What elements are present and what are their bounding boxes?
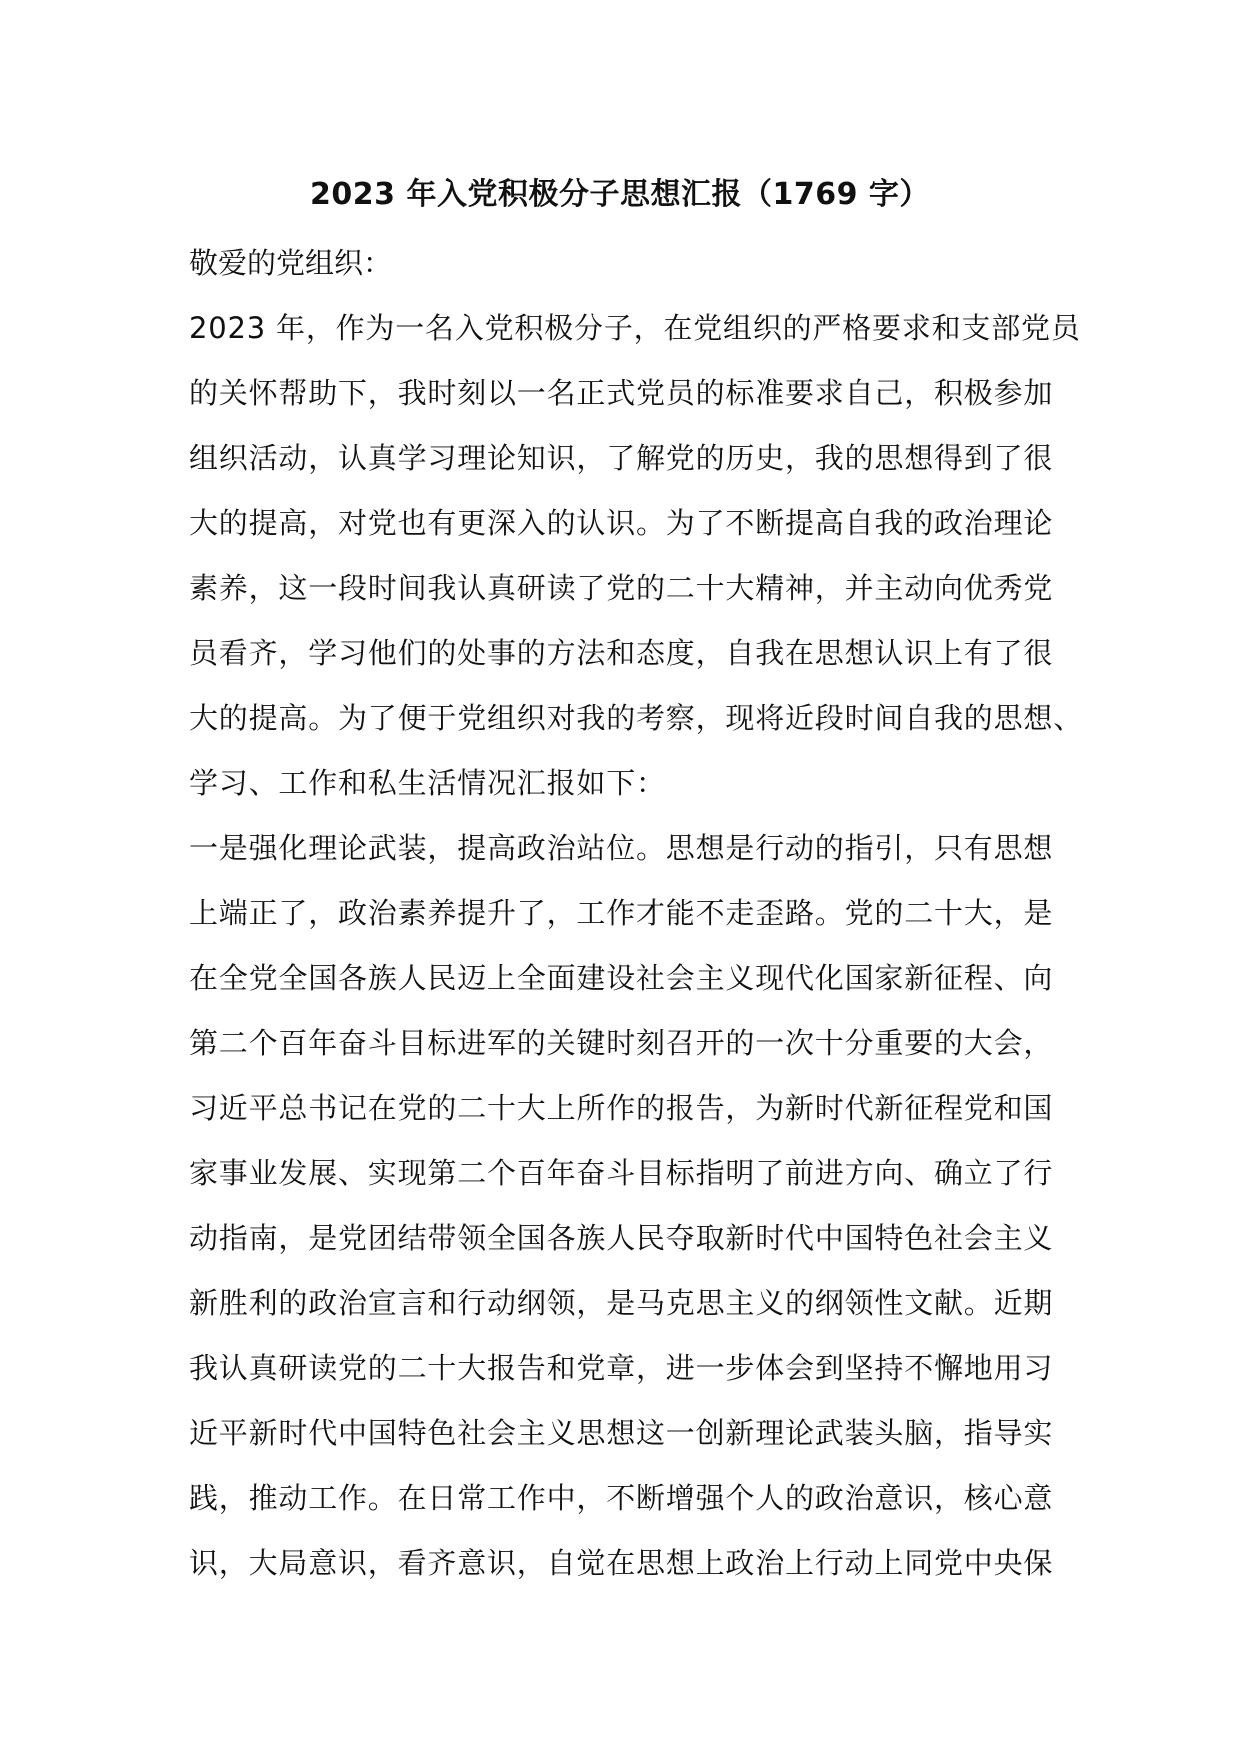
body-line: 动指南，是党团结带领全国各族人民夺取新时代中国特色社会主义	[189, 1221, 1054, 1255]
body-line: 一是强化理论武装，提高政治站位。思想是行动的指引，只有思想	[189, 831, 1054, 865]
body-line: 组织活动，认真学习理论知识，了解党的历史，我的思想得到了很	[189, 441, 1054, 475]
salutation: 敬爱的党组织：	[189, 246, 393, 280]
body-line: 我认真研读党的二十大报告和党章，进一步体会到坚持不懈地用习	[189, 1351, 1054, 1385]
body-line: 上端正了，政治素养提升了，工作才能不走歪路。党的二十大，是	[189, 896, 1054, 930]
body-line: 2023 年，作为一名入党积极分子，在党组织的严格要求和支部党员	[189, 311, 1081, 345]
body-line: 家事业发展、实现第二个百年奋斗目标指明了前进方向、确立了行	[189, 1156, 1054, 1190]
body-line: 近平新时代中国特色社会主义思想这一创新理论武装头脑，指导实	[189, 1416, 1054, 1450]
body-line: 在全党全国各族人民迈上全面建设社会主义现代化国家新征程、向	[189, 961, 1054, 995]
body-line: 素养，这一段时间我认真研读了党的二十大精神，并主动向优秀党	[189, 571, 1054, 605]
body-line: 的关怀帮助下，我时刻以一名正式党员的标准要求自己，积极参加	[189, 376, 1054, 410]
body-line: 识，大局意识，看齐意识，自觉在思想上政治上行动上同党中央保	[189, 1546, 1054, 1580]
body-line: 大的提高。为了便于党组织对我的考察，现将近段时间自我的思想、	[189, 701, 1084, 735]
body-line: 学习、工作和私生活情况汇报如下：	[189, 766, 666, 800]
body-line: 大的提高，对党也有更深入的认识。为了不断提高自我的政治理论	[189, 506, 1054, 540]
document-title: 2023 年入党积极分子思想汇报（1769 字）	[310, 177, 930, 212]
body-line: 新胜利的政治宣言和行动纲领，是马克思主义的纲领性文献。近期	[189, 1286, 1054, 1320]
body-line: 践，推动工作。在日常工作中，不断增强个人的政治意识，核心意	[189, 1481, 1054, 1515]
body-line: 第二个百年奋斗目标进军的关键时刻召开的一次十分重要的大会，	[189, 1026, 1054, 1060]
body-line: 员看齐，学习他们的处事的方法和态度，自我在思想认识上有了很	[189, 636, 1054, 670]
body-line: 习近平总书记在党的二十大上所作的报告，为新时代新征程党和国	[189, 1091, 1054, 1125]
